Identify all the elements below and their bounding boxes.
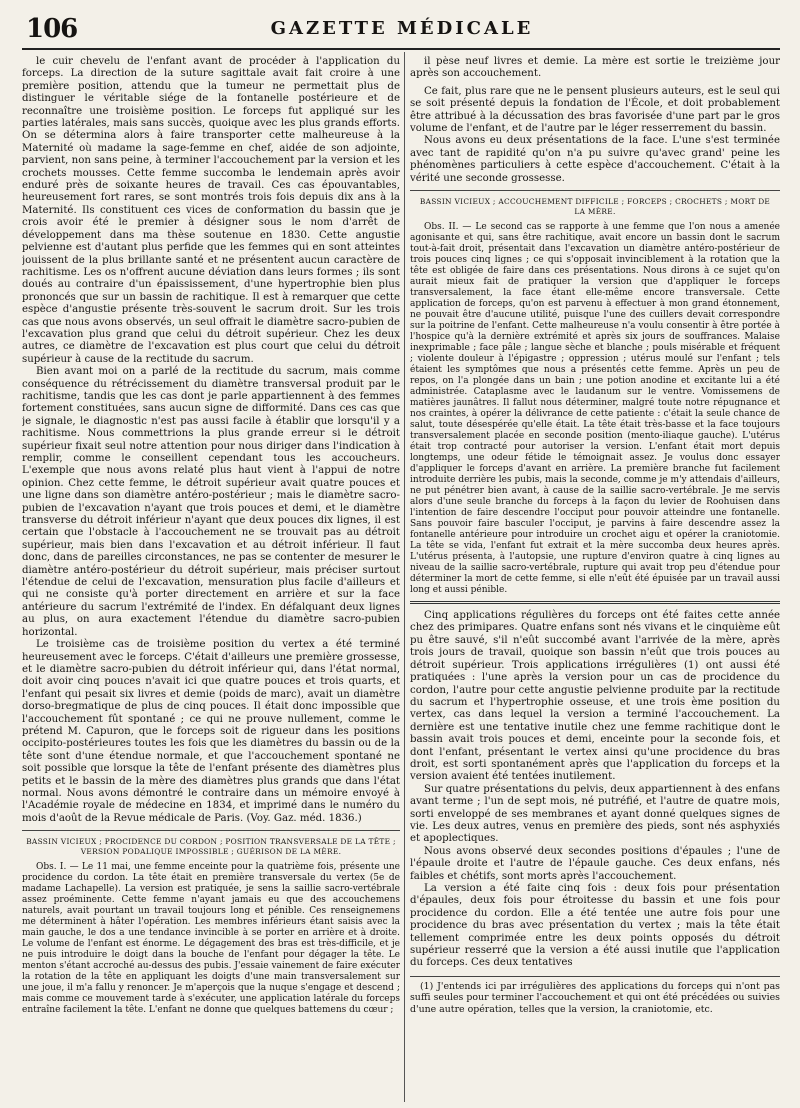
footnote: (1) J'entends ici par irrégulières des applications du forceps qui n'ont pas suffi seules pour terminer l'accouchement et qui ont été précédées ou suivies d'une autre opération, telles que la version, la craniotomie, etc. bbox=[410, 980, 780, 1015]
observation-2-heading: BASSIN VICIEUX ; ACCOUCHEMENT DIFFICILE ; FORCEPS ; CROCHETS ; MORT DE LA MÈRE. bbox=[419, 197, 771, 217]
double-rule bbox=[410, 601, 780, 604]
journal-title: GAZETTE MÉDICALE bbox=[270, 18, 534, 39]
page-header bbox=[22, 10, 782, 44]
header-rule bbox=[22, 48, 780, 50]
section-rule bbox=[22, 830, 400, 831]
left-paragraph-2: Bien avant moi on a parlé de la rectitude du sacrum, mais comme conséquence du rétrécissement du diamètre transversal produit par le rachitisme, tandis que les cas dont je parle appartiennent à des femmes fortement constituées, sans aucun signe de difformité. Dans ces cas que je signale, le diagnostic n'est pas aussi facile à établir que lorsqu'il y a rachitisme. Nous commettrions la plus grande erreur si le détroit supérieur fixait seul notre attention pour nous diriger dans l'indication à remplir, comme le conseillent cependant tous les accoucheurs. L'exemple que nous avons relaté plus haut vient à l'appui de notre opinion. Chez cette femme, le détroit supérieur avait quatre pouces et une ligne dans son diamètre antéro-postérieur ; mais le diamètre sacro-pubien de l'excavation n'ayant que trois pouces et demi, et le diamètre transverse du détroit inférieur n'ayant que deux pouces dix lignes, il est certain que l'obstacle à l'accouchement ne se trouvait pas au détroit supérieur, mais bien dans l'excavation et au détroit inférieur. Il faut donc, dans de pareilles circonstances, ne pas se contenter de mesurer le diamètre antéro-postérieur du détroit supérieur, mais préciser surtout l'étendue de celui de l'excavation, mensuration plus facile d'ailleurs et qui ne consiste qu'à porter directement en arrière et sur la face antérieure du sacrum l'extrémité de l'index. En défalquant deux lignes au plus, on aura exactement l'étendue du diamètre sacro-pubien horizontal. bbox=[22, 366, 400, 638]
page-number: 106 bbox=[26, 14, 78, 44]
right-paragraph-4: Cinq applications régulières du forceps ont été faites cette année chez des primipares. Quatre enfans sont nés vivans et le cinquième eût pu être sauvé, s'il n'eût succombé avant l'arrivée de la mère, après trois jours de travail, quoique son bassin n'eût que trois pouces au détroit supérieur. Trois applications irrégulières (1) ont aussi été pratiquées : l'une après la version pour un cas de procidence du cordon, l'autre pour cette angustie pelvienne produite par la rectitude du sacrum et l'hypertrophie osseuse, et une trois ème position du vertex, cas dans lequel la version a terminé l'accouchement. La dernière est une tentative inutile chez une femme rachitique dont le bassin avait trois pouces et demi, enceinte pour la seconde fois, et dont l'enfant, présentant le vertex ainsi qu'une procidence du bras droit, est sorti spontanément après que l'application du forceps et la version avaient été tentées inutilement. bbox=[410, 610, 780, 783]
left-column bbox=[22, 56, 400, 1096]
right-paragraph-3: Nous avons eu deux présentations de la face. L'une s'est terminée avec tant de rapidité qu'on n'a pu suivre qu'avec grand' peine les phénomènes particuliers à cette espèce d'accouchement. C'était à la vérité une seconde grossesse. bbox=[410, 135, 780, 184]
column-divider bbox=[404, 52, 405, 1102]
right-column bbox=[410, 56, 780, 1096]
left-paragraph-1: le cuir chevelu de l'enfant avant de procéder à l'application du forceps. La direction de la suture sagittale avait fait croire à une première position, attendu que la tumeur ne permettait plus de distinguer le véritable siége de la fontanelle postérieure et de reconnaître une troisième position. Le forceps fut appliqué sur les parties latérales, mais sans succès, quoique avec les plus grands efforts. On se détermina alors à faire transporter cette malheureuse à la Maternité où madame la sage-femme en chef, aidée de son adjointe, parvient, non sans peine, à terminer l'accouchement par la version et les crochets mousses. Cette femme succomba le lendemain après avoir enduré près de soixante heures de travail. Ces cas épouvantables, heureusement fort rares, se sont montrés trois fois depuis dix ans à la Maternité. Ils constituent ces vices de conformation du bassin que je crois avoir été le premier à désigner sous le nom d'arrêt de développement dans ma thèse soutenue en 1830. Cette angustie pelvienne est d'autant plus perfide que les femmes qui en sont atteintes jouissent de la plus brillante santé et ne présentent aucun caractère de rachitisme. Les os n'offrent aucune déviation dans leurs formes ; ils sont doués au contraire d'un épaississement, d'une hypertrophie bien plus prononcés que sur un bassin de rachitique. Il est à remarquer que cette espèce d'angustie présente très-souvent le sacrum droit. Sur les trois cas que nous avons observés, un seul offrait le diamètre sacro-pubien de l'excavation plus grand que celui du détroit supérieur. Chez les deux autres, ce diamètre de l'excavation est plus court que celui du détroit supérieur à cause de la rectitude du sacrum. bbox=[22, 56, 400, 365]
left-paragraph-3: Le troisième cas de troisième position du vertex a été terminé heureusement avec le forceps. C'était d'ailleurs une première grossesse, et le diamètre sacro-pubien du détroit inférieur qui, dans l'état normal, doit avoir cinq pouces n'avait ici que quatre pouces et trois quarts, et l'enfant qui pesait six livres et demie (poids de marc), avait un diamètre dorso-bregmatique de plus de cinq pouces. Il était donc impossible que l'accouchement fût spontané ; ce qui ne prouve nullement, comme le prétend M. Capuron, que le forceps soit de rigueur dans les positions occipito-postérieures toutes les fois que les diamètres du bassin ou de la tête sont d'une étendue normale, et que l'accouchement spontané ne soit possible que lorsque la tête de l'enfant présente des diamètres plus petits et le bassin de la mère des diamètres plus grands que dans l'état normal. Nous avons démontré le contraire dans un mémoire envoyé à l'Académie royale de médecine en 1834, et imprimé dans le numéro du mois d'août de la Revue médicale de Paris. (Voy. Gaz. méd. 1836.) bbox=[22, 639, 400, 824]
right-paragraph-1: il pèse neuf livres et demie. La mère est sortie le treizième jour après son accouchement. bbox=[410, 56, 780, 80]
observation-1-heading: BASSIN VICIEUX ; PROCIDENCE DU CORDON ; POSITION TRANSVERSALE DE LA TÊTE ; VERSION PODALIQUE IMPOSSIBLE ; GUÉRISON DE LA MÈRE. bbox=[26, 837, 396, 857]
footnote-rule bbox=[410, 976, 780, 977]
right-paragraph-6: Nous avons observé deux secondes positions d'épaules ; l'une de l'épaule droite et l'autre de l'épaule gauche. Ces deux enfans, nés faibles et chétifs, sont morts après l'accouchement. bbox=[410, 845, 780, 882]
section-rule-right bbox=[410, 190, 780, 191]
right-paragraph-5: Sur quatre présentations du pelvis, deux appartiennent à des enfans avant terme ; l'un de sept mois, né putréfié, et l'autre de quatre mois, sorti enveloppé de ses membranes et ayant donné quelques signes de vie. Les deux autres, venus en première des pieds, sont nés asphyxiés et apoplectiques. bbox=[410, 783, 780, 845]
observation-2-text: Obs. II. — Le second cas se rapporte à une femme que l'on nous a amenée agonisante et qui, sans être rachitique, avait encore un bassin dont le sacrum tout-à-fait droit, présentait dans l'excavation un diamètre antéro-postérieur de trois pouces cinq lignes ; ce qui s'opposait invinciblement à la rotation que la tête est obligée de faire dans ces présentations. Nous dirons à ce sujet qu'on aurait mieux fait de pratiquer la version que d'appliquer le forceps transversalement, la face étant elle-même encore transversale. Cette application de forceps, qu'on est parvenu à effectuer à mon grand étonnement, ne pouvait être d'aucune utilité, puisque l'une des cuillers devait correspondre sur la poitrine de l'enfant. Cette malheureuse n'a voulu consentir à être portée à l'hospice qu'à la dernière extrémité et après six jours de souffrances. Malaise inexprimable ; face pâle ; langue sèche et blanche ; pouls misérable et fréquent ; violente douleur à l'épigastre ; oppression ; utérus moulé sur l'enfant ; tels étaient les symptômes que nous a présentés cette femme. Après un peu de repos, on l'a plongée dans un bain ; une potion anodine et excitante lui a été administrée. Cataplasme avec le laudanum sur le ventre. Vomissemens de matières jaunâtres. Il fallut nous déterminer, malgré toute notre répugnance et nos craintes, à opérer la délivrance de cette patiente : c'était la seule chance de salut, toute désespérée qu'elle était. La tête était très-basse et la face toujours transversalement placée en seconde position (mento-iliaque gauche). L'utérus était trop contracté pour autoriser la version. L'enfant était mort depuis longtemps, une odeur fétide le témoignait assez. Je voulus donc essayer d'appliquer le forceps d'avant en arrière. La première branche fut facilement introduite derrière les pubis, mais la seconde, comme je m'y attendais d'ailleurs, ne put pénétrer bien avant, à cause de la saillie sacro-vertébrale. Je me servis alors d'une seule branche du forceps à la façon du levier de Roohuisen dans l'intention de faire descendre l'occiput pour pouvoir atteindre une fontanelle. Sans pouvoir faire basculer l'occiput, je parvins à faire descendre assez la fontanelle antérieure pour introduire un crochet aigu et opérer la craniotomie. La tête se vida, l'enfant fut extrait et la mère succomba deux heures après. L'utérus présenta, à l'autopsie, une rupture d'environ quatre à cinq lignes au niveau de la saillie sacro-vertébrale, rupture qui avait trop peu d'étendue pour déterminer la mort de cette femme, si elle n'eût été épuisée par un travail aussi long et aussi pénible. bbox=[410, 222, 780, 596]
right-paragraph-7: La version a été faite cinq fois : deux fois pour présentation d'épaules, deux fois pour étroitesse du bassin et une fois pour procidence du cordon. Elle a été tentée une autre fois pour une procidence du bras avec présentation du vertex ; mais la tête était tellement comprimée entre les deux points opposés du détroit supérieur resserré que la version a été aussi inutile que l'application du forceps. Ces deux tentatives bbox=[410, 883, 780, 969]
observation-1-text: Obs. I. — Le 11 mai, une femme enceinte pour la quatrième fois, présente une procidence du cordon. La tête était en première transversale du vertex (5e de madame Lachapelle). La version est pratiquée, je sens la saillie sacro-vertébrale assez proéminente. Cette femme n'ayant jamais eu que des accouchemens naturels, avait pourtant un travail toujours long et pénible. Ces renseignemens me déterminent à hâter l'opération. Les membres inférieurs étant saisis avec la main gauche, le dos a une tendance invincible à se porter en arrière et à droite. Le volume de l'enfant est énorme. Le dégagement des bras est très-difficile, et je ne puis introduire le doigt dans la bouche de l'enfant pour dégager la tête. Le menton s'étant accroché au-dessus des pubis. J'essaie vainement de faire exécuter la rotation de la tête en appliquant les doigts d'une main transversalement sur une joue, il m'a fallu y renoncer. Je m'aperçois que la nuque s'engage et descend ; mais comme ce mouvement tarde à s'exécuter, une application latérale du forceps entraîne facilement la tête. L'enfant ne donne que quelques battemens du cœur ; bbox=[22, 862, 400, 1016]
right-paragraph-2: Ce fait, plus rare que ne le pensent plusieurs auteurs, est le seul qui se soit présenté depuis la fondation de l'École, et doit probablement être attribué à la décussation des bras favorisée d'une part par le gros volume de l'enfant, et de l'autre par le léger resserrement du bassin. bbox=[410, 85, 780, 135]
